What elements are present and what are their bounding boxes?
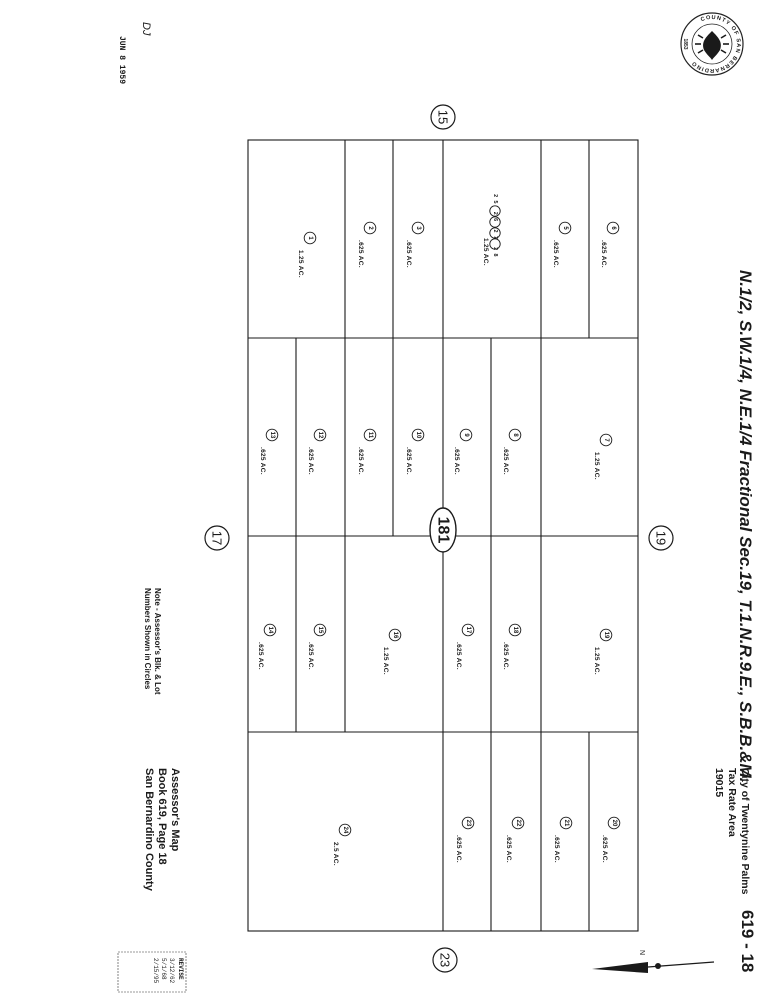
parcel-number: 6 xyxy=(610,226,616,230)
parcel-number: 22 xyxy=(515,819,521,827)
parcel-number: 3 xyxy=(415,226,421,230)
parcel-8[interactable] xyxy=(502,429,521,475)
parcel-number: 20 xyxy=(611,819,617,827)
parcel-number: 16 xyxy=(392,631,398,639)
parcel-number: 17 xyxy=(465,626,471,634)
block-number xyxy=(430,508,456,552)
parcel-number: 15 xyxy=(317,626,323,634)
parcel-number: 24 xyxy=(342,826,348,834)
initials: DJ xyxy=(140,22,152,36)
revision-date-3: 2/15/95 xyxy=(152,958,159,984)
parcel-22[interactable] xyxy=(505,817,524,863)
parcel-6[interactable] xyxy=(600,222,619,268)
tax-rate-label: Tax Rate Area xyxy=(726,768,738,837)
parcel-area: 1.25 AC. xyxy=(482,238,489,266)
parcel-number: 12 xyxy=(317,431,323,439)
parcel-number: 9 xyxy=(463,433,469,437)
parcel-16[interactable] xyxy=(382,629,401,675)
parcel-3[interactable] xyxy=(405,222,424,268)
parcel-9[interactable] xyxy=(453,429,472,475)
parcel-number: 11 xyxy=(367,431,373,439)
svg-text:19: 19 xyxy=(653,530,669,546)
parcel-number: 1 xyxy=(307,236,313,240)
parcel-number: 18 xyxy=(512,626,518,634)
north-arrow-icon xyxy=(592,950,714,973)
parcel-20[interactable] xyxy=(601,817,620,863)
parcel-number: 14 xyxy=(267,626,273,634)
parcel-21[interactable] xyxy=(553,817,572,863)
parcel-10[interactable] xyxy=(405,429,424,475)
assessor-info xyxy=(143,768,181,892)
tax-rate-area xyxy=(713,768,751,895)
adjacent-page-bottom[interactable] xyxy=(433,948,457,972)
map-title: N.1/2, S.W.1/4, N.E.1/4 Fractional Sec.19, T.1.N.R.9.E., S.B.B.&M. xyxy=(736,270,755,783)
parcel-area: .625 AC. xyxy=(600,240,607,268)
parcel-number: 2 xyxy=(367,226,373,230)
parcel-number: 25 26 27 28 xyxy=(492,194,498,260)
parcel-number: 19 xyxy=(603,631,609,639)
parcel-area: .625 AC. xyxy=(553,835,560,863)
parcel-number: 7 xyxy=(603,438,609,442)
parcel-12[interactable] xyxy=(307,429,326,475)
parcel-area: .625 AC. xyxy=(502,447,509,475)
parcel-14[interactable] xyxy=(257,624,276,670)
parcel-2[interactable] xyxy=(357,222,376,268)
revision-date-2: 5/1/68 xyxy=(160,958,167,980)
note-line-1: Note - Assessor's Blk. & Lot xyxy=(153,588,162,695)
parcel-13[interactable] xyxy=(259,429,278,475)
seal-year: 1853 xyxy=(682,38,688,50)
parcel-area: 1.25 AC. xyxy=(382,647,389,675)
page-number: 619 - 18 xyxy=(738,910,757,973)
parcel-area: .625 AC. xyxy=(552,240,559,268)
adjacent-page-left[interactable] xyxy=(205,526,229,550)
map-note xyxy=(143,588,162,695)
parcel-number: 10 xyxy=(415,431,421,439)
note-line-2: Numbers Shown in Circles xyxy=(143,588,152,690)
parcel-19[interactable] xyxy=(593,629,612,675)
revision-date-1: 3/12/62 xyxy=(168,958,175,984)
parcel-area: .625 AC. xyxy=(601,835,608,863)
parcel-area: .625 AC. xyxy=(257,642,264,670)
parcel-area: .625 AC. xyxy=(455,642,462,670)
tax-rate-number: 19015 xyxy=(713,768,725,798)
parcel-area: .625 AC. xyxy=(307,642,314,670)
parcel-15[interactable] xyxy=(307,624,326,670)
parcel-area: .625 AC. xyxy=(405,447,412,475)
parcel-area: .625 AC. xyxy=(502,642,509,670)
revision-header: REVISE xyxy=(177,958,184,980)
parcel-area: 1.25 AC. xyxy=(297,250,304,278)
parcel-number: 5 xyxy=(562,226,568,230)
parcel-7[interactable] xyxy=(593,434,612,480)
parcel-17[interactable] xyxy=(455,624,474,670)
seal-text: COUNTY OF SAN BERNARDINO xyxy=(690,14,742,74)
parcel-area: 1.25 AC. xyxy=(593,647,600,675)
svg-text:23: 23 xyxy=(437,952,453,968)
parcel-23[interactable] xyxy=(455,817,474,863)
assessor-line-2: Book 619, Page 18 xyxy=(156,768,168,865)
county-seal xyxy=(681,13,743,75)
parcel-area: .625 AC. xyxy=(405,240,412,268)
parcel-area: .625 AC. xyxy=(307,447,314,475)
parcel-area: .625 AC. xyxy=(505,835,512,863)
assessor-line-3: San Bernardino County xyxy=(143,768,155,891)
parcel-4[interactable] xyxy=(482,194,500,266)
tax-rate-city: City of Twentynine Palms xyxy=(739,768,751,895)
parcel-area: .625 AC. xyxy=(259,447,266,475)
svg-text:N: N xyxy=(638,950,645,956)
svg-text:181: 181 xyxy=(434,516,452,544)
parcel-area: 2.5 AC. xyxy=(332,842,339,866)
date-stamp: JUN 8 1959 xyxy=(117,36,126,85)
parcel-number: 13 xyxy=(269,431,275,439)
revision-box xyxy=(118,952,186,992)
parcel-5[interactable] xyxy=(552,222,571,268)
svg-text:15: 15 xyxy=(435,109,451,125)
parcel-11[interactable] xyxy=(357,429,376,475)
parcel-number: 21 xyxy=(563,819,569,827)
parcel-area: .625 AC. xyxy=(453,447,460,475)
adjacent-page-right[interactable] xyxy=(649,526,673,550)
parcel-1[interactable] xyxy=(297,232,316,278)
parcel-number: 23 xyxy=(465,819,471,827)
svg-text:17: 17 xyxy=(209,530,225,546)
parcel-area: .625 AC. xyxy=(357,447,364,475)
parcel-18[interactable] xyxy=(502,624,521,670)
parcel-24[interactable] xyxy=(332,824,351,866)
parcel-area: .625 AC. xyxy=(357,240,364,268)
parcel-area: .625 AC. xyxy=(455,835,462,863)
parcel-number: 8 xyxy=(512,433,518,437)
adjacent-page-top[interactable] xyxy=(431,105,455,129)
assessor-line-1: Assessor's Map xyxy=(169,768,181,852)
parcel-area: 1.25 AC. xyxy=(593,452,600,480)
